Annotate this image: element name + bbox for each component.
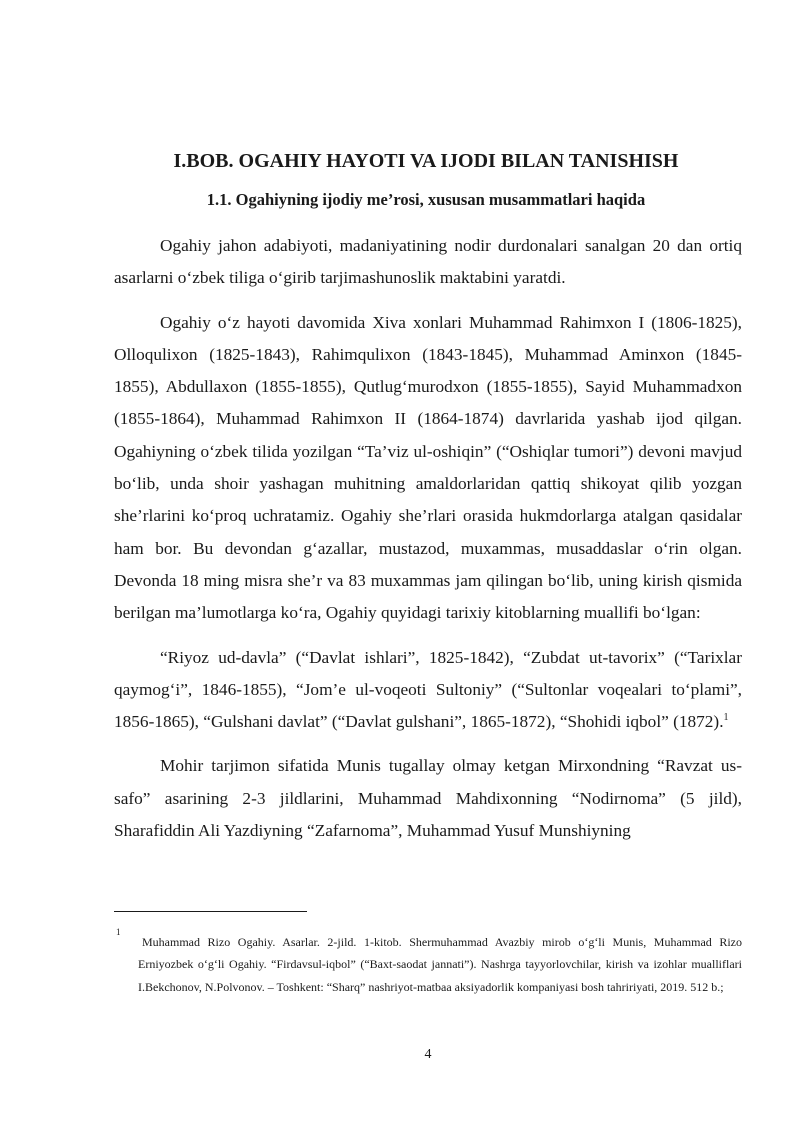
- paragraph-translator-works: Mohir tarjimon sifatida Munis tugallay olmay ketgan Mirxondning “Ravzat us-safo” asarining 2-3 jildlarini, Muhammad Mahdixonning “Nodirnoma” (5 jild), Sharafiddin Ali Yazdiyning “Zafarnoma”, Muhammad Yusuf Munshiyning: [114, 756, 742, 841]
- body-text: [114, 230, 742, 847]
- section-title: 1.1. Ogahiyning ijodiy me’rosi, xususan musammatlari haqida: [206, 190, 646, 209]
- footnote-separator: [114, 911, 307, 912]
- paragraph-historical-books: [114, 642, 742, 739]
- paragraph-historical-books-text: “Riyoz ud-davla” (“Davlat ishlari”, 1825-1842), “Zubdat ut-tavorix” (“Tarixlar qaymog‘i”, 1846-1855), “Jom’e ul-voqeoti Sultoniy” (“Sultonlar voqealari to‘plami”, 1856-1865), “Gulshani davlat” (“Davlat gulshani”, 1865-1872), “Shohidi iqbol” (1872).: [114, 647, 742, 732]
- footnote-text: Muhammad Rizo Ogahiy. Asarlar. 2-jild. 1-kitob. Shermuhammad Avazbiy mirob o‘g‘li Munis, Muhammad Rizo Erniyozbek o‘g‘li Ogahiy. “Firdavsul-iqbol” (“Baxt-saodat jannati”). Nashrga tayyorlovchilar, kirish va izohlar mualliflari I.Bekchonov, N.Polvonov. – Toshkent: “Sharq” nashriyot-matbaa aksiyadorlik kompaniyasi bosh tahririyati, 2019. 512 b.;: [138, 935, 742, 994]
- footnote-number: 1: [116, 927, 121, 937]
- paragraph-khans-and-divan: Ogahiy o‘z hayoti davomida Xiva xonlari Muhammad Rahimxon I (1806-1825), Olloqulixon (1825-1843), Rahimqulixon (1843-1845), Muhammad Aminxon (1845-1855), Abdullaxon (1855-1855), Qutlug‘murodxon (1855-1855), Sayid Muhammadxon (1855-1864), Muhammad Rahimxon II (1864-1874) davrlarida yashab ijod qilgan. Ogahiyning o‘zbek tilida yozilgan “Ta’viz ul-oshiqin” (“Oshiqlar tumori”) devoni mavjud bo‘lib, unda shoir yashagan muhitning amaldorlaridan qattiq shikoyat qilib yozgan she’rlarini ko‘proq uchratamiz. Ogahiy she’rlari orasida hukmdorlarga atalgan qasidalar ham bor. Bu devondan g‘azallar, mustazod, muxammas, musaddaslar o‘rin olgan. Devonda 18 ming misra she’r va 83 muxammas jam qilingan bo‘lib, uning kirish qismida berilgan ma’lumotlarga ko‘ra, Ogahiy quyidagi tarixiy kitoblarning muallifi bo‘lgan:: [114, 312, 742, 623]
- footnote-reference[interactable]: 1: [723, 712, 729, 724]
- chapter-title: I.BOB. OGAHIY HAYOTI VA IJODI BILAN TANISHISH: [173, 150, 679, 172]
- footnote: [114, 927, 742, 998]
- paragraph-translation-school: Ogahiy jahon adabiyoti, madaniyatining nodir durdonalari sanalgan 20 dan ortiq asarlarni o‘zbek tiliga o‘girib tarjimashunoslik maktabini yaratdi.: [114, 236, 742, 288]
- page-number: 4: [424, 1047, 432, 1062]
